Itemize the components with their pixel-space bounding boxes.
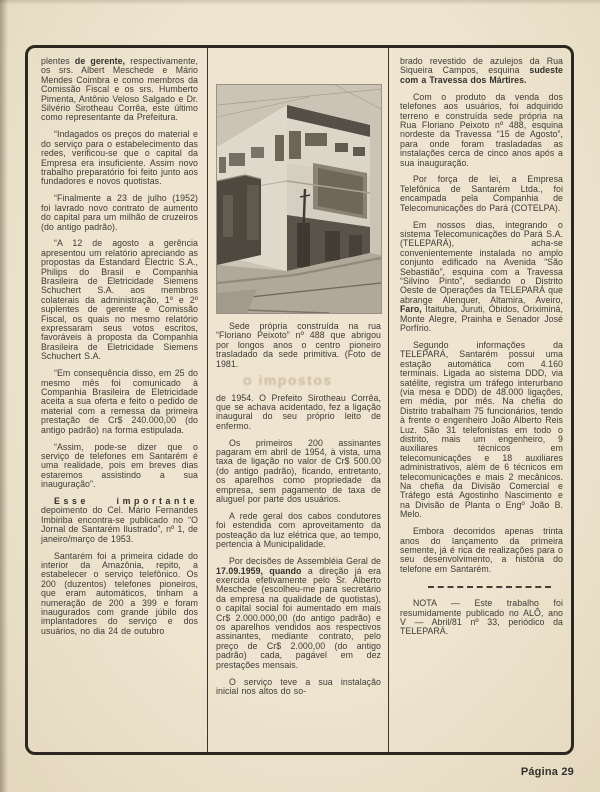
paragraph (41, 57, 198, 123)
text-segment: sudeste com a Travessa dos Mártires. (400, 65, 563, 85)
paragraph (41, 552, 198, 637)
text-segment: “Assim, pode-se dizer que o serviço de telefones em Santarém é uma realidade, pois em breves dias estaremos assistindo a sua inauguração”. (41, 441, 198, 490)
paragraph (216, 678, 381, 697)
article-frame (25, 45, 574, 755)
paragraph (400, 221, 563, 334)
text-segment: Santarém foi a primeira cidade do interior da Amazônia, repito, a estabelecer o serviço telefônico. Os 200 (duzentos) telefones pioneiros, que eram automáticos, tinham a numeração de 200 a 399 e foram inaugurados com grande júbilo dos implantadores do serviço e dos usuários, no dia 24 de outubro (41, 550, 198, 636)
paragraph (400, 599, 563, 637)
paragraph (41, 130, 198, 186)
text-segment: Segundo informações da TELEPARÁ, Santarém possui uma estação automática com 4.160 terminais. Ligada ao sistema DDD, via satélite, registra um tráfego interurbano (via mesa e DDD) de 48.000 ligações, em média, por mês. Na chefia do Distrito trabalham 75 funcionários, tendo à frente o engenheiro João Alberto Reis Luz. São 31 telefonistas em todo o distrito, mais um engenheiro, 9 auxiliares técnicos em telecomunicações e 18 auxiliares administrativos, além de 6 técnicos em telecomunicações e mais 2 mecânicos. Na chefia da Divisão Comercial e Tráfego está Agostinho Nascimento e na Divisão de Planta o Engº João B. Melo. (400, 339, 563, 520)
text-segment: Itaituba, Juruti, Óbidos, Oriximiná, Monte Alegre, Prainha e Senador José Porfírio. (400, 304, 563, 334)
photo-caption (216, 322, 381, 369)
column-2 (208, 48, 389, 752)
column-2-text (216, 394, 381, 697)
text-segment: depoimento do Cel. Mário Fernandes Imbiriba encontra-se publicado no “O Jornal de Santarém Ilustrado”, nº 1, de janeiro/março de 1953. (41, 505, 198, 544)
paragraph (400, 341, 563, 520)
column-3-text (400, 57, 563, 574)
text-segment: Faro, (400, 304, 422, 315)
text-segment: “Finalmente a 23 de julho (1952) foi lavrado novo contrato de aumento do capital para um milhão de cruzeiros (do antigo padrão). (41, 193, 198, 232)
note (400, 599, 563, 637)
text-segment: de 1954. O Prefeito Sirotheau Corrêa, que se achava acidentado, fez a ligação inaugural do seu próprio leito de enfermo. (216, 392, 381, 431)
page-edge-shadow-top (0, 0, 600, 5)
paragraph (216, 322, 381, 369)
page-number: Página 29 (520, 766, 574, 778)
text-segment: Esse importante (54, 496, 198, 507)
text-segment: Por decisões de Assembléia Geral de (229, 556, 381, 567)
paragraph (41, 497, 198, 544)
text-segment: Em nossos dias, integrando o sistema Telecomunicações do Pará S.A. (TELEPARÁ), acha-se convenientemente instalada no amplo conjunto edificado na Avenida “São Sebastião”, esquina com a Travessa “Silvino Pinto”, sediando o Distrito Oeste de Operações da TELEPARÁ que abrange Alenquer, Altamira, Aveiro, (400, 219, 563, 305)
text-segment: Sede própria construída na rua “Floriano Peixoto” nº 488 que abrigou por longos anos o centro pioneiro trasladado da sede primitiva. (Foto de 1981. (216, 321, 381, 369)
text-segment: plentes (41, 56, 75, 66)
column-3 (389, 48, 571, 752)
text-segment: NOTA — Este trabalho foi resumidamente publicado no ALÔ, ano V — Abril/81 nº 33, periódico da TELEPARÁ. (400, 598, 563, 637)
building-photo (217, 85, 381, 313)
column-1 (28, 48, 208, 752)
paragraph (400, 175, 563, 213)
paragraph (400, 527, 563, 574)
text-segment: “A 12 de agosto a gerência apresentou um relatório apreciando as propostas da Estandard Electric S.A., Philips do Brasil e Companhia Brasileira de Eletricidade Siemens Schuchert S.A. aos membros colaterais da administração, 1º e 2º suplentes de gerente e Comissão Fiscal, os quais no mesmo relatório expressaram seus votos escritos, favoráveis à proposta da Companhia Brasileira de Eletricidade Siemens Schuchert S.A. (41, 238, 198, 362)
page-edge-shadow (0, 0, 8, 792)
text-segment: brado revestido de azulejos da Rua Siqueira Campos, esquina (400, 56, 563, 76)
text-segment: respectivamente, os srs. Albert Meschede e Mário Mendes Coimbra e como membros da Comissão Fiscal e os srs. Humberto Pimenta, Antônio Veloso Salgado e Dr. Silvério Sirotheau Corrêa, este último como representante da Prefeitura. (41, 56, 198, 123)
paragraph (400, 93, 563, 168)
paragraph (216, 394, 381, 432)
note-divider (428, 586, 551, 588)
text-segment: de gerente, (74, 56, 126, 66)
bleedthrough-text: o impostos (243, 372, 333, 388)
text-segment: A rede geral dos cabos condutores foi estendida com aproveitamento da posteação da luz elétrica que, ao tempo, pertencia à Municipalidade. (216, 511, 381, 550)
text-segment: “Em consequência disso, em 25 do mesmo mês foi comunicado à Companhia Brasileira de Eletricidade aceita a sua oferta e feito o pedido de material com a remessa da primeira prestação de Cr$ 240.000,00 (do antigo padrão) na forma estipulada. (41, 368, 198, 435)
text-segment: “Indagados os preços do material e do serviço para o estabelecimento das redes, verificou-se que o capital da Empresa era insuficiente. Assim novo trabalho preparatório foi feito junto aos fundadores e novos quotistas. (41, 129, 198, 187)
paragraph (216, 512, 381, 550)
caption-gap (216, 377, 381, 394)
text-segment: Com o produto da venda dos telefones aos usuários, foi adquirido terreno e construída sede própria na Rua Floriano Peixoto nº 488, esquina nordeste da Travessa “15 de Agosto”, para onde foram trasladadas as instalações cerca de cinco anos após a sua inauguração. (400, 91, 563, 168)
paragraph (216, 557, 381, 670)
text-segment: O serviço teve a sua instalação inicial nos altos do so- (216, 676, 381, 696)
paragraph (41, 369, 198, 435)
paragraph (41, 443, 198, 490)
text-segment: a direção já era exercida efetivamente pelo Sr. Alberto Meschede (escolheu-me para secretário da empresa na qualidade de quotistas), o capital social foi aumentado em mais Cr$ 2.000.000,00 (do antigo padrão) e os aparelhos vendidos aos respectivos assinantes, mediante contrato, pelo preço de Cr$ 2.000,00 (do antigo padrão) cada, pagável em dez prestações mensais. (216, 565, 381, 670)
paragraph (216, 439, 381, 505)
text-segment: Embora decorridos apenas trinta anos do lançamento da primeira semente, já é rica de realizações para o seu desenvolvimento, a história do telefone em Santarém. (400, 526, 563, 574)
paragraph (41, 239, 198, 361)
paragraph (400, 57, 563, 85)
paragraph (41, 194, 198, 232)
text-segment: Os primeiros 200 assinantes pagaram em abril de 1954, à vista, uma taxa de ligação no valor de Cr$ 500.00 (do antigo padrão), ficando, entretanto, os aparelhos como propriedade da empresa, sem pagamento de taxa de aluguel por parte dos usuários. (216, 437, 381, 505)
text-segment: Por força de lei, a Empresa Telefônica de Santarém Ltda., foi encampada pela Companhia de Telecomunicações do Pará (COTELPA). (400, 174, 563, 213)
text-segment: 17.09.1959, quando (216, 565, 302, 576)
